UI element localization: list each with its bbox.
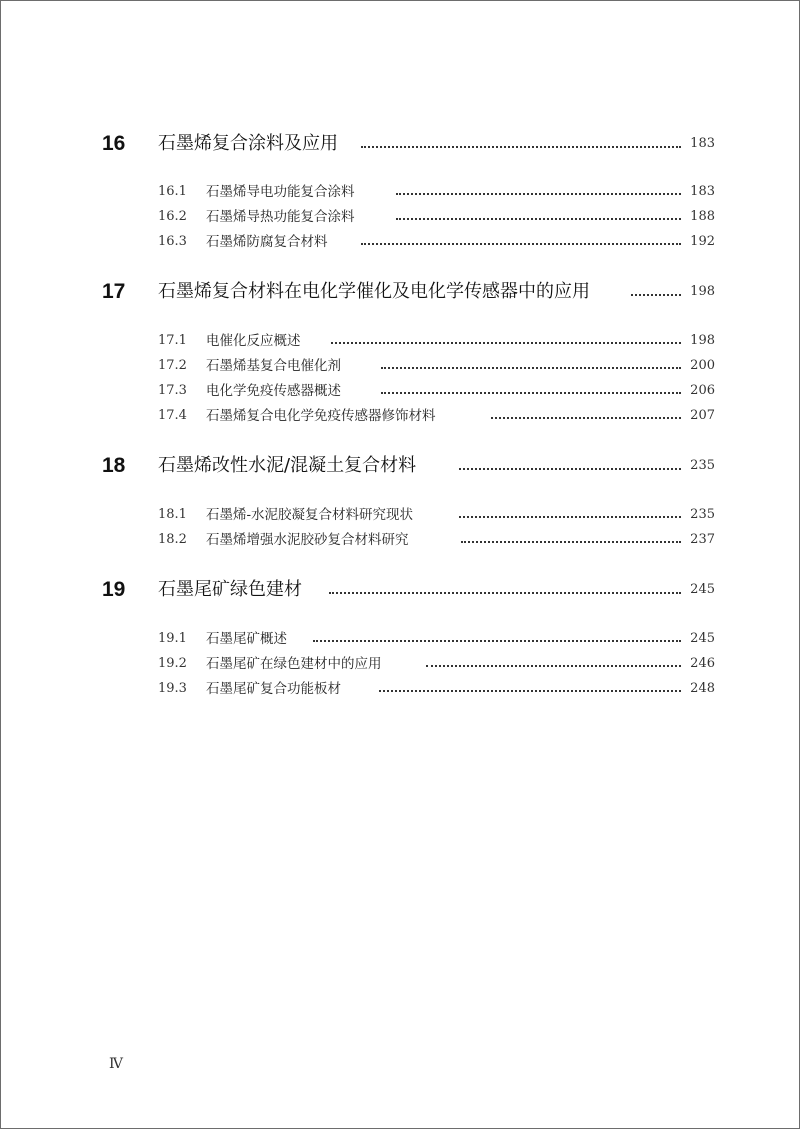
dot-leader bbox=[459, 468, 681, 470]
chapter-page-number: 235 bbox=[685, 451, 715, 481]
chapter-page-number: 183 bbox=[685, 129, 715, 159]
dot-leader bbox=[381, 367, 681, 369]
section-title: 石墨尾矿概述 bbox=[206, 628, 291, 650]
chapter-number: 16 bbox=[102, 132, 126, 155]
section-number: 18.1 bbox=[158, 507, 187, 522]
dot-leader bbox=[329, 592, 681, 594]
section-page-number: 248 bbox=[685, 678, 715, 700]
section-number: 19.3 bbox=[158, 681, 187, 696]
dot-leader bbox=[396, 193, 681, 195]
section-number: 16.1 bbox=[158, 184, 187, 199]
dot-leader bbox=[331, 342, 681, 344]
section-number: 19.1 bbox=[158, 631, 187, 646]
section-page-number: 183 bbox=[685, 181, 715, 203]
section-entry[interactable] bbox=[1, 355, 799, 377]
page-folio: Ⅳ bbox=[109, 1056, 123, 1072]
chapter-number: 19 bbox=[102, 578, 126, 601]
section-number: 19.2 bbox=[158, 656, 187, 671]
section-title: 石墨烯-水泥胶凝复合材料研究现状 bbox=[206, 504, 417, 526]
section-title: 电化学免疫传感器概述 bbox=[206, 380, 345, 402]
chapter-title: 石墨烯复合涂料及应用 bbox=[158, 129, 342, 159]
dot-leader bbox=[491, 417, 681, 419]
section-entry[interactable] bbox=[1, 181, 799, 203]
dot-leader bbox=[631, 294, 681, 296]
section-page-number: 192 bbox=[685, 231, 715, 253]
section-entry[interactable] bbox=[1, 405, 799, 427]
chapter-entry[interactable] bbox=[1, 451, 799, 481]
section-title: 石墨烯基复合电催化剂 bbox=[206, 355, 345, 377]
dot-leader bbox=[396, 218, 681, 220]
dot-leader bbox=[461, 541, 681, 543]
section-title: 石墨烯增强水泥胶砂复合材料研究 bbox=[206, 529, 413, 551]
section-number: 18.2 bbox=[158, 532, 187, 547]
chapter-title: 石墨烯改性水泥/混凝土复合材料 bbox=[158, 451, 420, 481]
section-title: 石墨烯防腐复合材料 bbox=[206, 231, 332, 253]
chapter-entry[interactable] bbox=[1, 575, 799, 605]
section-number: 17.3 bbox=[158, 383, 187, 398]
section-page-number: 206 bbox=[685, 380, 715, 402]
dot-leader bbox=[381, 392, 681, 394]
section-title: 石墨烯复合电化学免疫传感器修饰材料 bbox=[206, 405, 440, 427]
section-page-number: 235 bbox=[685, 504, 715, 526]
chapter-number: 17 bbox=[102, 280, 126, 303]
chapter-entry[interactable] bbox=[1, 277, 799, 307]
section-entry[interactable] bbox=[1, 504, 799, 526]
dot-leader bbox=[459, 516, 681, 518]
section-page-number: 200 bbox=[685, 355, 715, 377]
section-title: 石墨烯导热功能复合涂料 bbox=[206, 206, 359, 228]
section-entry[interactable] bbox=[1, 206, 799, 228]
section-page-number: 237 bbox=[685, 529, 715, 551]
section-entry[interactable] bbox=[1, 380, 799, 402]
section-number: 17.1 bbox=[158, 333, 187, 348]
chapter-page-number: 198 bbox=[685, 277, 715, 307]
section-number: 16.2 bbox=[158, 209, 187, 224]
section-entry[interactable] bbox=[1, 330, 799, 352]
section-page-number: 246 bbox=[685, 653, 715, 675]
section-title: 石墨烯导电功能复合涂料 bbox=[206, 181, 359, 203]
chapter-entry[interactable] bbox=[1, 129, 799, 159]
dot-leader bbox=[426, 665, 681, 667]
chapter-title: 石墨烯复合材料在电化学催化及电化学传感器中的应用 bbox=[158, 277, 594, 307]
chapter-number: 18 bbox=[102, 454, 126, 477]
dot-leader bbox=[379, 690, 681, 692]
dot-leader bbox=[313, 640, 681, 642]
section-entry[interactable] bbox=[1, 529, 799, 551]
section-title: 电催化反应概述 bbox=[206, 330, 305, 352]
section-entry[interactable] bbox=[1, 653, 799, 675]
chapter-title: 石墨尾矿绿色建材 bbox=[158, 575, 306, 605]
section-title: 石墨尾矿复合功能板材 bbox=[206, 678, 345, 700]
section-number: 16.3 bbox=[158, 234, 187, 249]
section-page-number: 198 bbox=[685, 330, 715, 352]
section-page-number: 188 bbox=[685, 206, 715, 228]
chapter-page-number: 245 bbox=[685, 575, 715, 605]
section-entry[interactable] bbox=[1, 628, 799, 650]
section-title: 石墨尾矿在绿色建材中的应用 bbox=[206, 653, 386, 675]
dot-leader bbox=[361, 243, 681, 245]
section-number: 17.2 bbox=[158, 358, 187, 373]
section-page-number: 245 bbox=[685, 628, 715, 650]
dot-leader bbox=[361, 146, 681, 148]
section-number: 17.4 bbox=[158, 408, 187, 423]
section-entry[interactable] bbox=[1, 678, 799, 700]
section-entry[interactable] bbox=[1, 231, 799, 253]
section-page-number: 207 bbox=[685, 405, 715, 427]
